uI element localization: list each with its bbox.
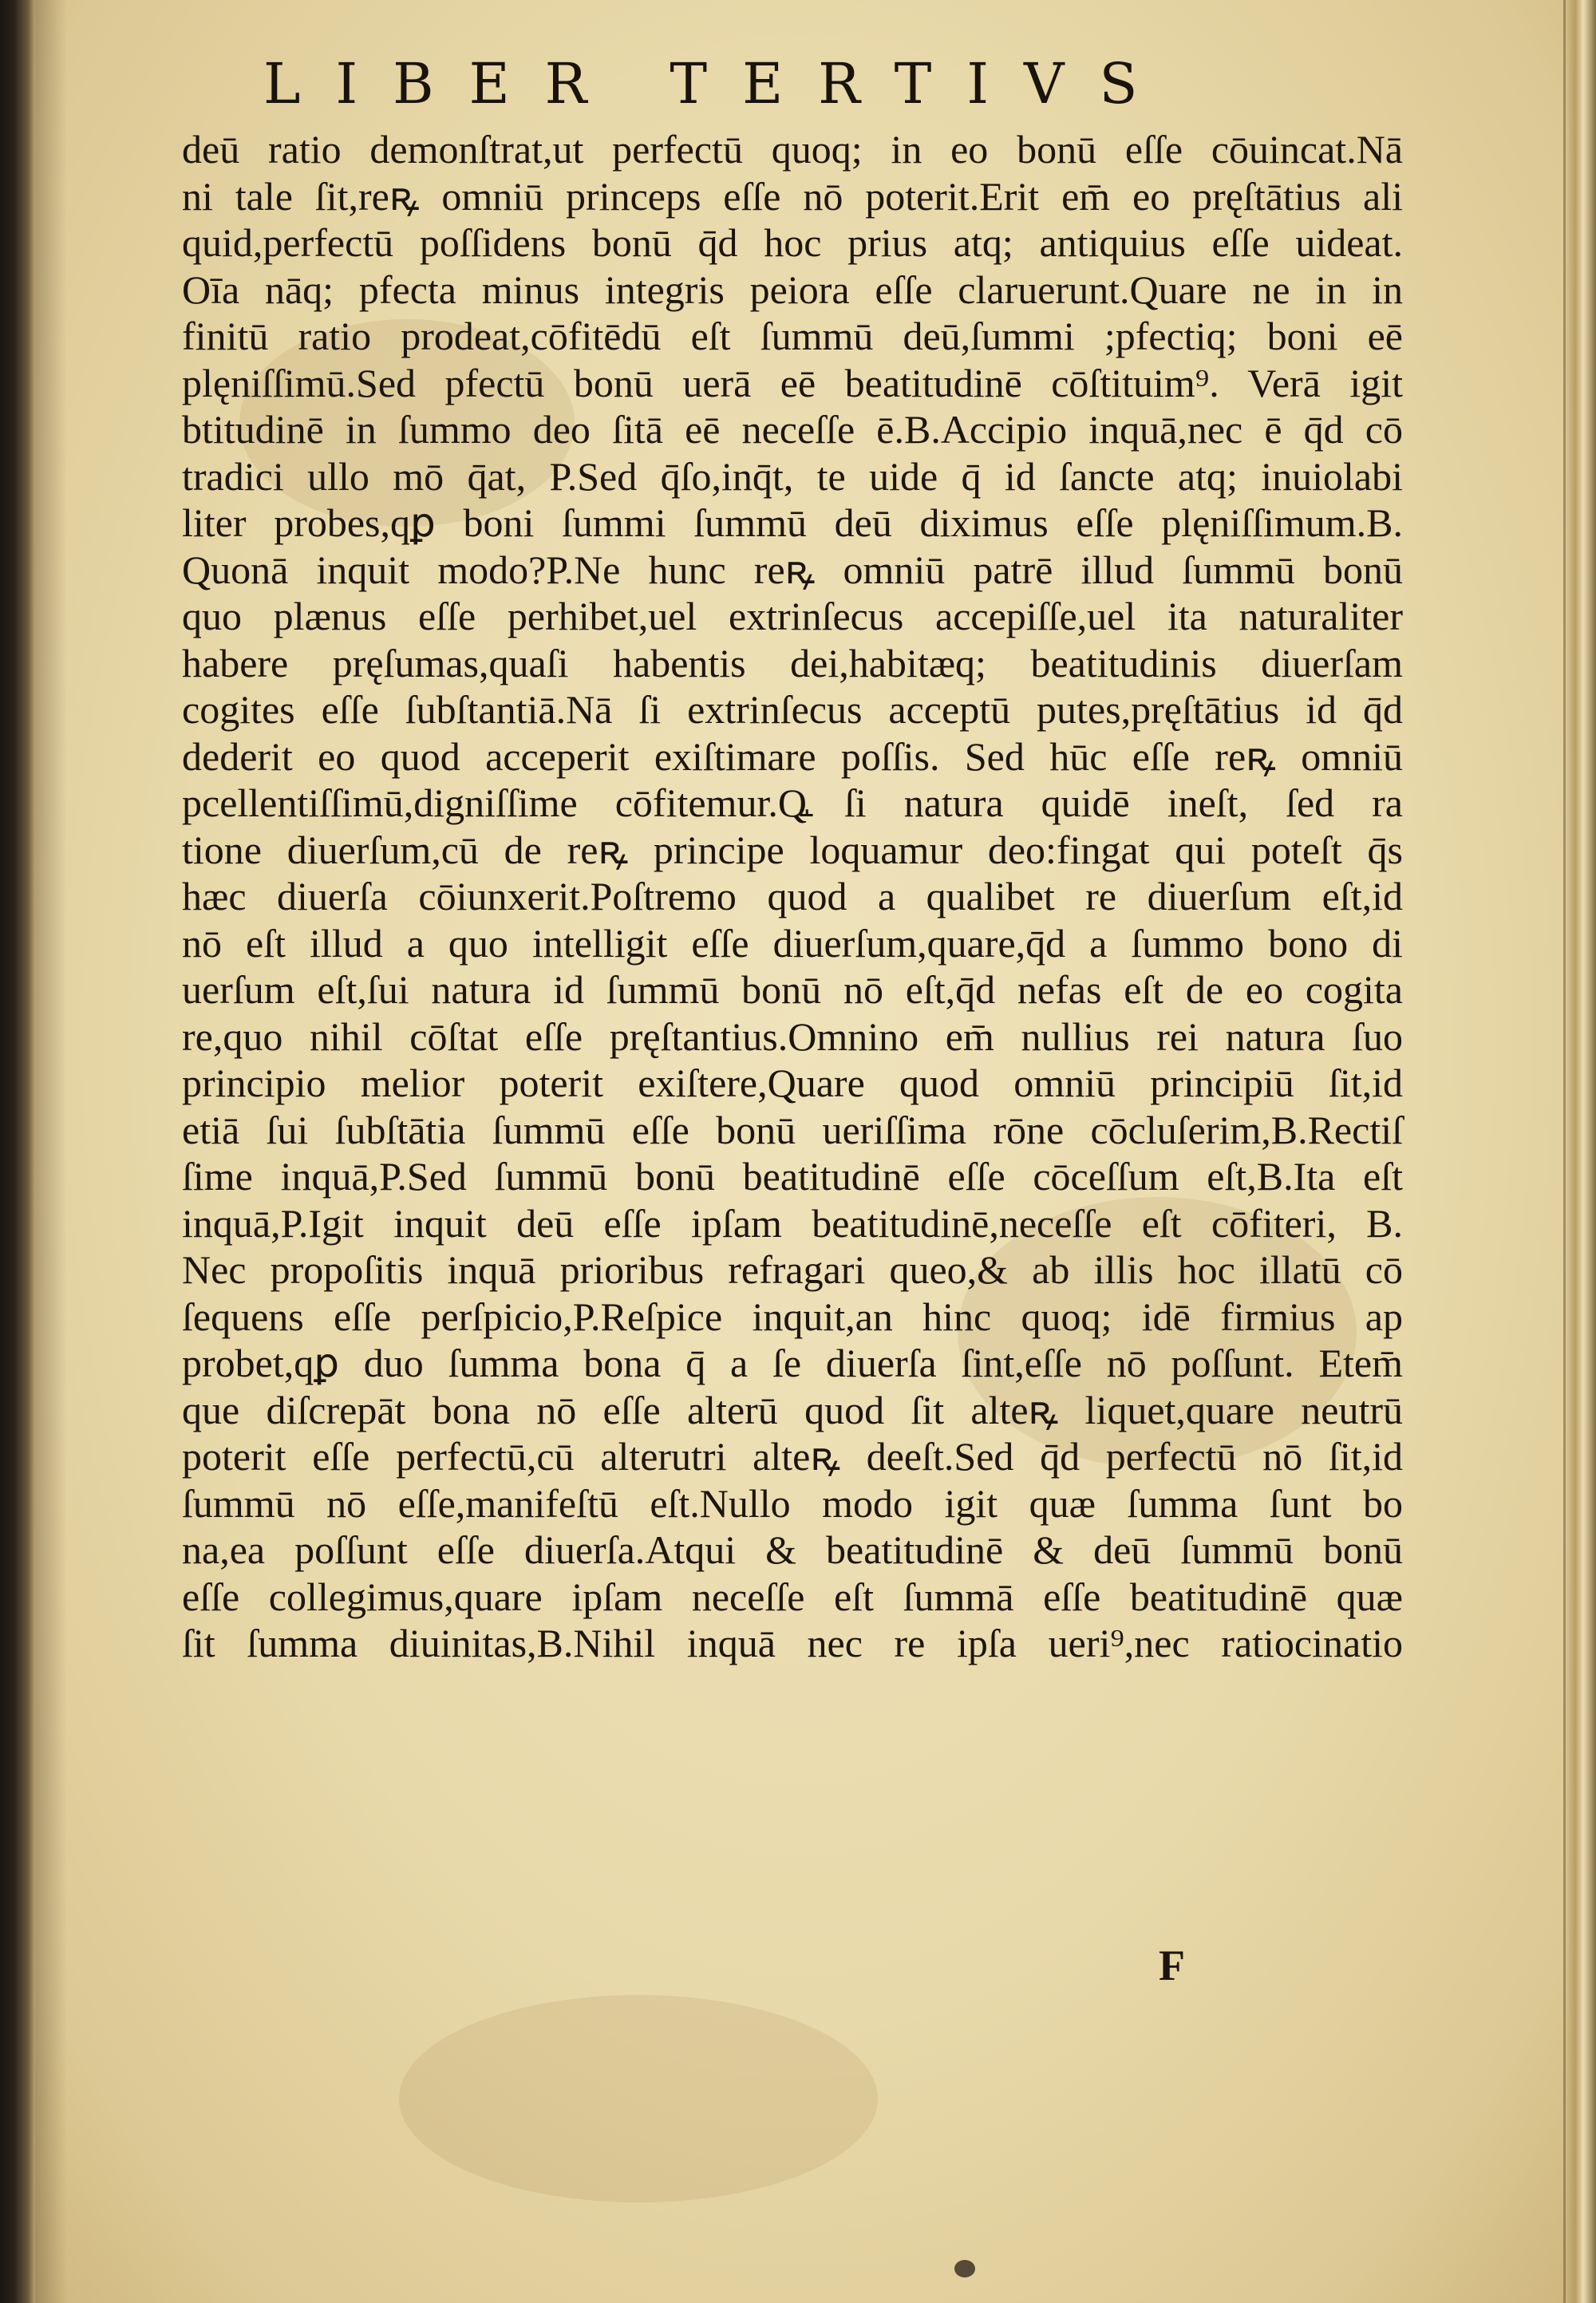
text-line: Oīa nāq; pfecta minus integris peiora eſſe claruerunt.Quare ne in in (182, 267, 1403, 312)
running-head-word-2: TERTIVS (670, 51, 1173, 117)
text-line: hæc diuerſa cōiunxerit.Poſtremo quod a qualibet re diuerſum eſt,id (182, 874, 1403, 918)
text-line: ſummū nō eſſe,manifeſtū eſt.Nullo modo igit quæ ſumma ſunt bo (182, 1480, 1403, 1526)
text-line: ni tale ſit,reꝶ omniū princeps eſſe nō poterit.Erit em̄ eo pręſtātius ali (182, 173, 1403, 219)
text-line: etiā ſui ſubſtātia ſummū eſſe bonū ueriſſima rōne cōcluſerim,B.Rectiſ (182, 1107, 1403, 1152)
text-line: pcellentiſſimū,digniſſime cōfitemur.Q꜡ ſi natura quidē ineſt, ſed ra (182, 780, 1403, 825)
running-head (263, 51, 1420, 117)
text-line: habere pręſumas,quaſi habentis dei,habitæq; beatitudinis diuerſam (182, 640, 1403, 685)
text-line: re,quo nihil cōſtat eſſe pręſtantius.Omnino em̄ nullius rei natura ſuo (182, 1013, 1403, 1059)
text-line: quid,perfectū poſſidens bonū q̄d hoc prius atq; antiquius eſſe uideat. (182, 220, 1403, 265)
text-line: Quonā inquit modo?P.Ne hunc reꝶ omniū patrē illud ſummū bonū (182, 547, 1403, 592)
text-line: poterit eſſe perfectū,cū alterutri alteꝶ deeſt.Sed q̄d perfectū nō ſit,id (182, 1434, 1403, 1479)
text-line: inquā,P.Igit inquit deū eſſe ipſam beatitudinē,neceſſe eſt cōfiteri, B. (182, 1200, 1403, 1246)
text-line: ſime inquā,P.Sed ſummū bonū beatitudinē eſſe cōceſſum eſt,B.Ita eſt (182, 1154, 1403, 1199)
paper-stain (399, 1995, 878, 2202)
text-line: Nec propoſitis inquā prioribus refragari queo,& ab illis hoc illatū cō (182, 1247, 1403, 1292)
text-line: na,ea poſſunt eſſe diuerſa.Atqui & beatitudinē & deū ſummū bonū (182, 1527, 1403, 1572)
text-line: ſit ſumma diuinitas,B.Nihil inquā nec re ipſa ueri⁹,nec ratiocinatio (182, 1621, 1403, 1665)
text-line: btitudinē in ſummo deo ſitā eē neceſſe ē.B.Accipio inquā,nec ē q̄d cō (182, 407, 1403, 452)
text-line: tradici ullo mō q̄at, P.Sed q̄ſo,inq̄t, te uide q̄ id ſancte atq; inuiolabi (182, 453, 1403, 499)
text-line: que diſcrepāt bona nō eſſe alterū quod ſit alteꝶ liquet,quare neutrū (182, 1387, 1403, 1432)
text-line: probet,qꝑ duo ſumma bona q̄ a ſe diuerſa ſint,eſſe nō poſſunt. Etem̄ (182, 1341, 1403, 1385)
text-line: quo plænus eſſe perhibet,uel extrinſecus accepiſſe,uel ita naturaliter (182, 594, 1403, 638)
running-head-word-1: LIBER (263, 51, 622, 117)
page-edge-line (1563, 0, 1566, 2303)
page-edges (1564, 0, 1596, 2303)
text-line: dederit eo quod acceperit exiſtimare poſſis. Sed hūc eſſe reꝶ omniū (182, 733, 1403, 779)
text-line: tione diuerſum,cū de reꝶ principe loquamur deo:fingat qui poteſt q̄s (182, 827, 1403, 872)
text-line: ſequens eſſe perſpicio,P.Reſpice inquit,an hinc quoq; idē firmius ap (182, 1294, 1403, 1339)
signature-mark: F (1159, 1942, 1185, 1989)
text-line: cogites eſſe ſubſtantiā.Nā ſi extrinſecus acceptū putes,pręſtātius id q̄d (182, 687, 1403, 732)
body-text (182, 126, 1403, 1667)
text-line: liter probes,qꝑ boni ſummi ſummū deū diximus eſſe plęniſſimum.B. (182, 500, 1403, 545)
book-binding (0, 0, 35, 2303)
text-line: eſſe collegimus,quare ipſam neceſſe eſt ſummā eſſe beatitudinē quæ (182, 1574, 1403, 1619)
text-line: plęniſſimū.Sed pfectū bonū uerā eē beatitudinē cōſtituim⁹. Verā igit (182, 360, 1403, 405)
text-line: nō eſt illud a quo intelligit eſſe diuerſum,quare,q̄d a ſummo bono di (182, 920, 1403, 966)
text-line: deū ratio demonſtrat,ut perfectū quoq; in eo bonū eſſe cōuincat.Nā (182, 127, 1403, 172)
text-line: finitū ratio prodeat,cōfitēdū eſt ſummū deū,ſummi ;pfectiq; boni eē (182, 314, 1403, 358)
text-line: principio melior poterit exiſtere,Quare quod omniū principiū ſit,id (182, 1061, 1403, 1105)
ink-blot (954, 2260, 975, 2277)
text-line: uerſum eſt,ſui natura id ſummū bonū nō eſt,q̄d nefas eſt de eo cogita (182, 967, 1403, 1012)
spine-shadow (35, 0, 67, 2303)
